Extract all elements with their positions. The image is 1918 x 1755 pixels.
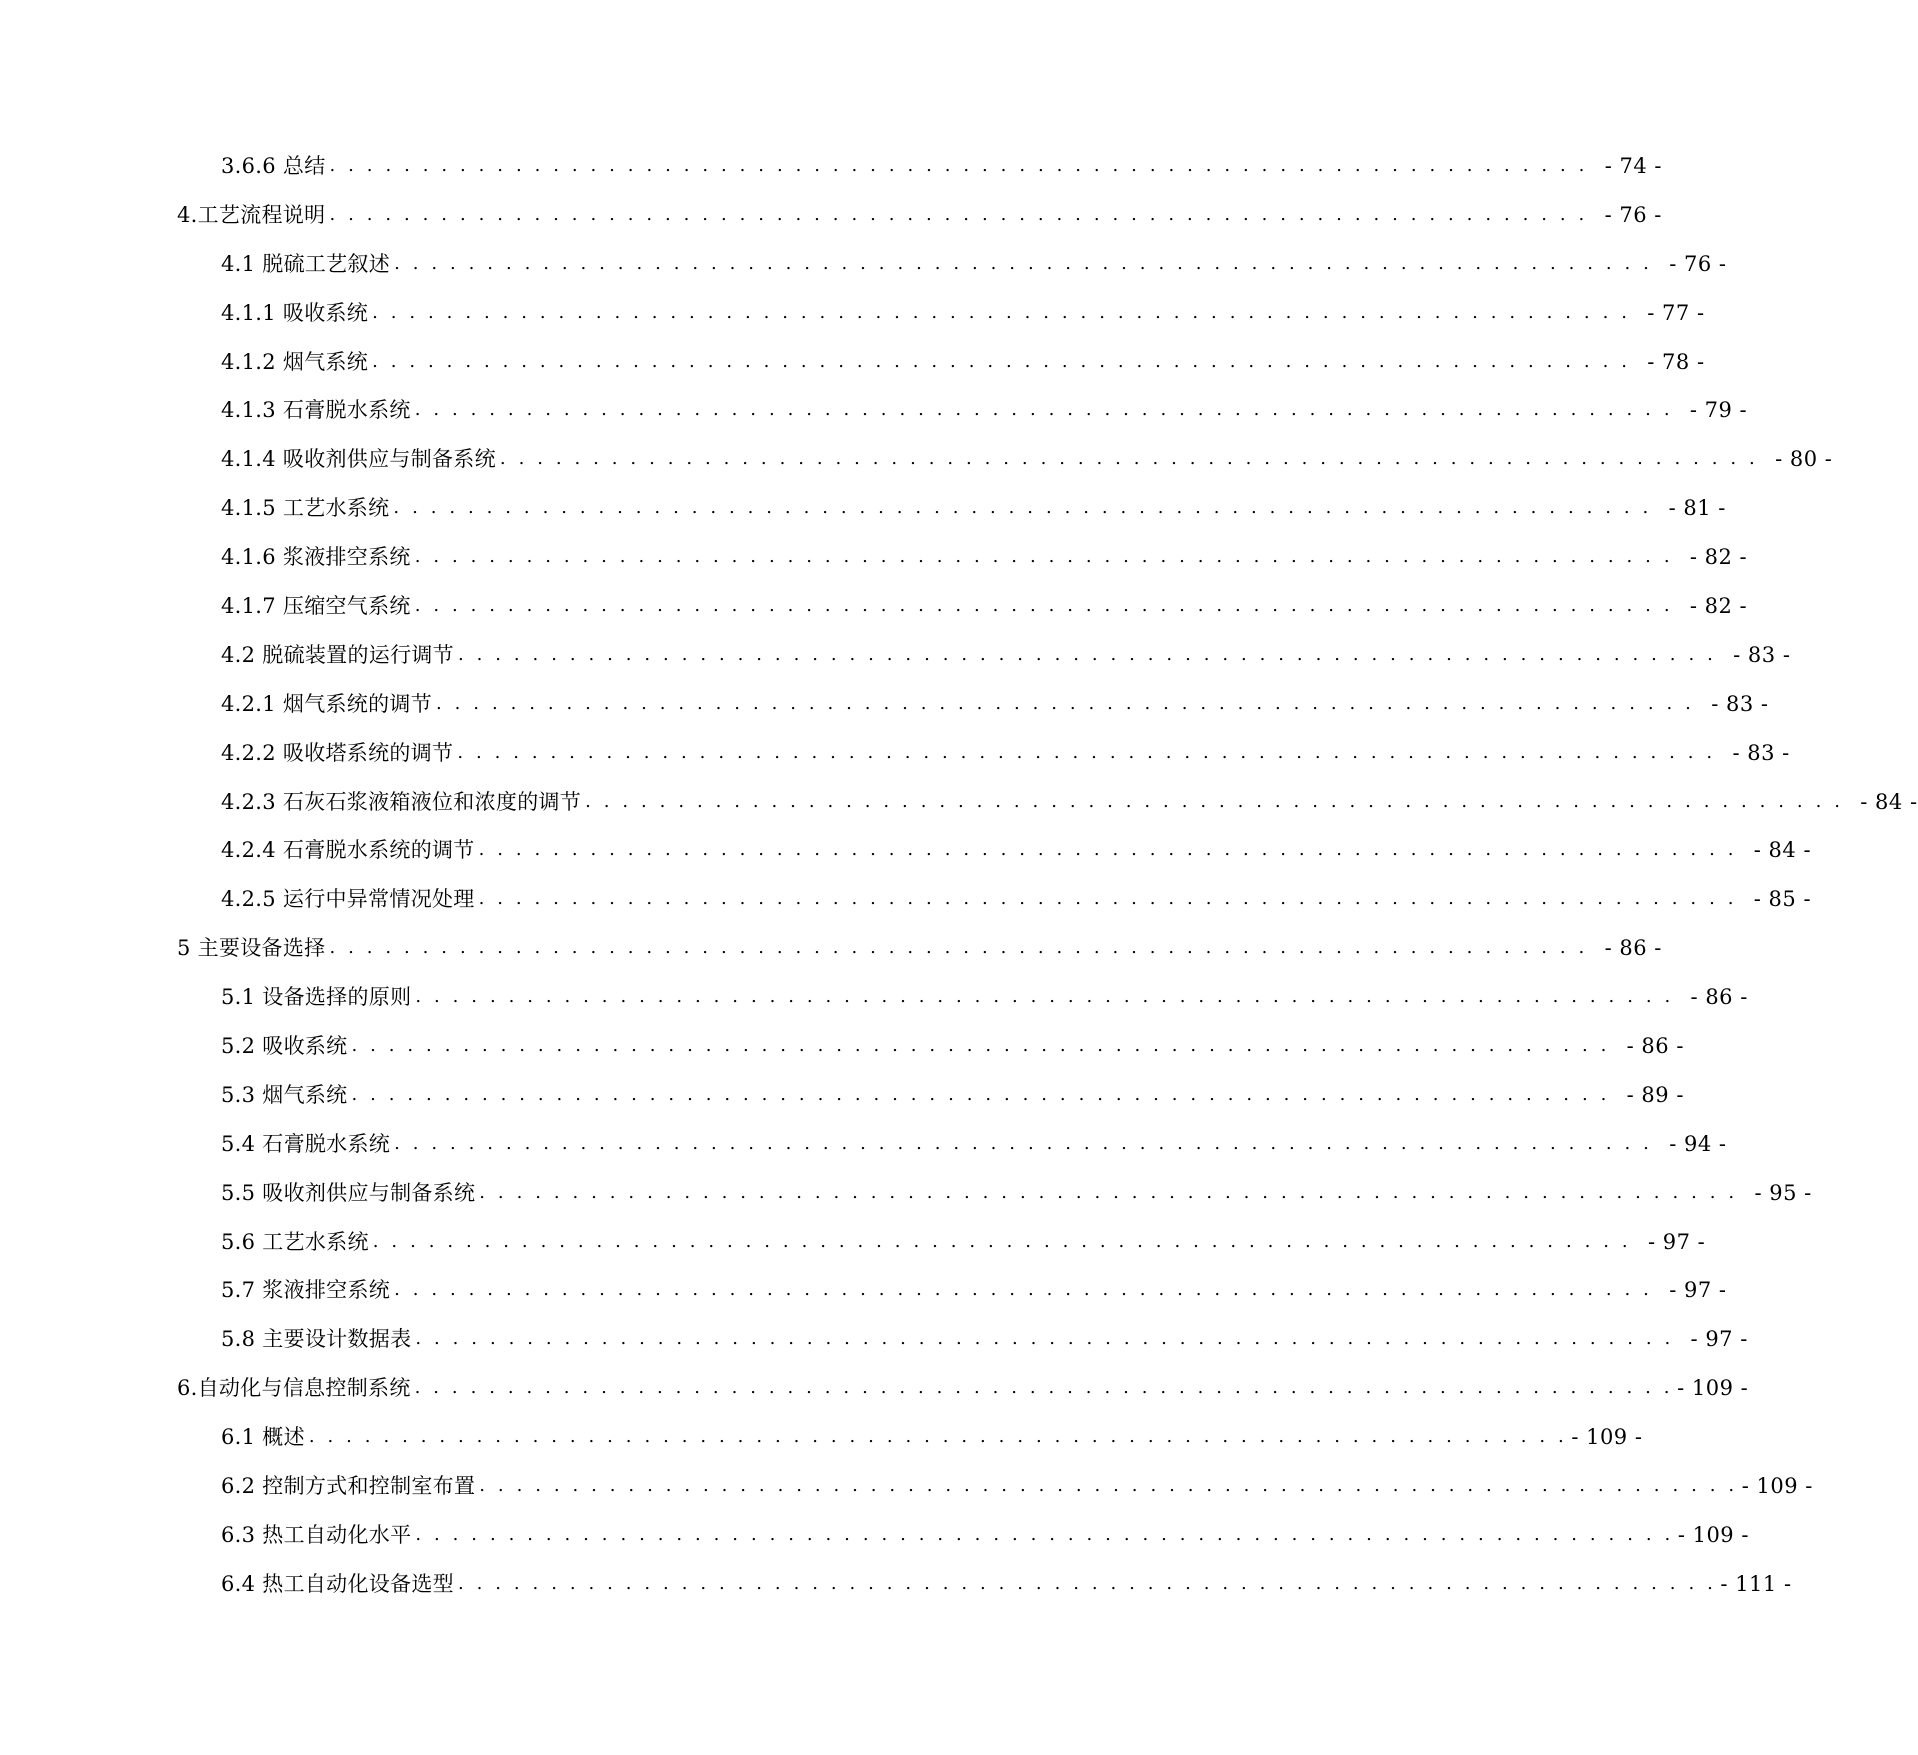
toc-entry-page: - 94 - [1669,1131,1727,1156]
toc-entry-page: - 109 - [1677,1376,1749,1401]
toc-entry-page: - 83 - [1733,642,1791,667]
toc-entry-title: 4.1.7 压缩空气系统 [221,594,411,619]
toc-dot-leader: . . . . . . . . . . . . . . . . . . . . . . . . . . . . . . . . . . . . . . . . . . . . . . . . . . . . . . . . . . . . . . . . . . . . [479,1181,1738,1203]
toc-entry-title: 4.1.1 吸收系统 [221,300,369,325]
toc-entry[interactable] [0,435,1833,484]
toc-entry[interactable] [0,1022,1684,1071]
toc-entry-title: 6.4 热工自动化设备选型 [221,1571,454,1596]
toc-entry-page: - 83 - [1732,740,1790,765]
toc-entry-title: 5.1 设备选择的原则 [221,985,412,1010]
toc-entry-title: 4.2.3 石灰石浆液箱液位和浓度的调节 [221,789,582,814]
toc-dot-leader: . . . . . . . . . . . . . . . . . . . . . . . . . . . . . . . . . . . . . . . . . . . . . . . . . . . . . . . . . . . . . . . . . . . . [329,155,1588,176]
toc-entry-page: - 97 - [1690,1327,1748,1352]
toc-entry-page: - 109 - [1571,1425,1643,1450]
toc-entry-page: - 74 - [1604,154,1662,178]
toc-dot-leader: . . . . . . . . . . . . . . . . . . . . . . . . . . . . . . . . . . . . . . . . . . . . . . . . . . . . . . . . . . . . . . . . . . . . [394,1132,1653,1154]
toc-entry-page: - 111 - [1720,1571,1792,1596]
toc-entry-page: - 97 - [1647,1229,1706,1254]
toc-entry-title: 5.4 石膏脱水系统 [221,1131,391,1156]
toc-dot-leader: . . . . . . . . . . . . . . . . . . . . . . . . . . . . . . . . . . . . . . . . . . . . . . . . . . . . . . . . . . . . . . . . . . . . [394,1279,1653,1301]
toc-entry-title: 4.2.2 吸收塔系统的调节 [221,740,454,765]
toc-entry-page: - 86 - [1690,985,1748,1010]
toc-entry[interactable] [0,1315,1748,1364]
toc-dot-leader: . . . . . . . . . . . . . . . . . . . . . . . . . . . . . . . . . . . . . . . . . . . . . . . . . . . . . . . . . . . . . . . . . . . . [393,497,1652,519]
toc-dot-leader: . . . . . . . . . . . . . . . . . . . . . . . . . . . . . . . . . . . . . . . . . . . . . . . . . . . . . . . . . . . . . . . . . . . . [414,399,1674,421]
toc-dot-leader: . . . . . . . . . . . . . . . . . . . . . . . . . . . . . . . . . . . . . . . . . . . . . . . . . . . . . . . . . . . . . . . . . . . . [499,448,1759,470]
toc-entry-title: 6.3 热工自动化水平 [221,1522,412,1547]
toc-entry-page: - 77 - [1647,300,1705,325]
toc-entry-page: - 83 - [1711,691,1769,716]
toc-entry[interactable] [0,680,1769,729]
toc-dot-leader: . . . . . . . . . . . . . . . . . . . . . . . . . . . . . . . . . . . . . . . . . . . . . . . . . . . . . . . . . . . . . . . . . . . . [329,937,1588,959]
toc-entry-page: - 97 - [1669,1278,1727,1303]
table-of-contents [0,142,1918,1609]
toc-entry[interactable] [0,778,1918,827]
toc-dot-leader: . . . . . . . . . . . . . . . . . . . . . . . . . . . . . . . . . . . . . . . . . . . . . . . . . . . . . . . . . . . . . . . . . . . . [372,350,1631,372]
toc-dot-leader: . . . . . . . . . . . . . . . . . . . . . . . . . . . . . . . . . . . . . . . . . . . . . . . . . . . . . . . . . . . . . . . . . . . . [394,252,1653,274]
toc-entry[interactable] [0,973,1748,1022]
toc-entry[interactable] [0,191,1662,240]
toc-entry[interactable] [0,1169,1812,1218]
toc-entry[interactable] [0,924,1662,973]
toc-dot-leader: . . . . . . . . . . . . . . . . . . . . . . . . . . . . . . . . . . . . . . . . . . . . . . . . . . . . . . . . . . . . . . . . . . . . [415,986,1674,1008]
toc-dot-leader: . . . . . . . . . . . . . . . . . . . . . . . . . . . . . . . . . . . . . . . . . . . . . . . . . . . . . . . . . . . . . . . . . . . . [372,1230,1632,1252]
toc-entry-title: 5.3 烟气系统 [221,1082,348,1107]
toc-dot-leader: . . . . . . . . . . . . . . . . . . . . . . . . . . . . . . . . . . . . . . . . . . . . . . . . . . . . . . . . . . . . . . . . . . . . [457,741,1716,763]
toc-entry-page: - 95 - [1754,1180,1812,1205]
toc-dot-leader: . . . . . . . . . . . . . . . . . . . . . . . . . . . . . . . . . . . . . . . . . . . . . . . . . . . . . . . . . . . . . . . . . . . . [414,595,1674,617]
toc-dot-leader: . . . . . . . . . . . . . . . . . . . . . . . . . . . . . . . . . . . . . . . . . . . . . . . . . . . . . . . . . . . . . . . . . . . . [457,1572,1717,1594]
toc-dot-leader: . . . . . . . . . . . . . . . . . . . . . . . . . . . . . . . . . . . . . . . . . . . . . . . . . . . . . . . . . . . . . . . . . . . . [372,301,1631,323]
toc-entry-page: - 86 - [1604,936,1662,961]
toc-dot-leader: . . . . . . . . . . . . . . . . . . . . . . . . . . . . . . . . . . . . . . . . . . . . . . . . . . . . . . . . . . . . . . . . . . . . [415,1523,1674,1545]
toc-entry-page: - 78 - [1647,349,1705,374]
toc-entry-title: 4.工艺流程说明 [177,202,326,227]
toc-entry-title: 5.7 浆液排空系统 [221,1278,391,1303]
toc-entry[interactable] [0,631,1791,680]
toc-dot-leader: . . . . . . . . . . . . . . . . . . . . . . . . . . . . . . . . . . . . . . . . . . . . . . . . . . . . . . . . . . . . . . . . . . . . [415,1328,1674,1350]
toc-entry[interactable] [0,1511,1749,1560]
toc-dot-leader: . . . . . . . . . . . . . . . . . . . . . . . . . . . . . . . . . . . . . . . . . . . . . . . . . . . . . . . . . . . . . . . . . . . . [329,203,1588,225]
toc-entry[interactable] [0,533,1748,582]
toc-entry[interactable] [0,1266,1727,1315]
toc-entry[interactable] [0,1120,1727,1169]
toc-entry[interactable] [0,1364,1749,1413]
toc-entry-title: 4.1.3 石膏脱水系统 [221,398,411,423]
toc-entry-title: 5.8 主要设计数据表 [221,1327,412,1352]
toc-entry-page: - 82 - [1689,545,1748,570]
toc-entry-page: - 109 - [1677,1522,1749,1547]
toc-entry[interactable] [0,338,1705,387]
toc-entry-title: 4.2.5 运行中异常情况处理 [221,887,475,912]
toc-entry[interactable] [0,1071,1684,1120]
toc-dot-leader: . . . . . . . . . . . . . . . . . . . . . . . . . . . . . . . . . . . . . . . . . . . . . . . . . . . . . . . . . . . . . . . . . . . . [351,1083,1610,1105]
toc-entry-title: 4.2.4 石膏脱水系统的调节 [221,838,475,863]
toc-entry-title: 5.6 工艺水系统 [221,1229,369,1254]
toc-entry[interactable] [0,1462,1813,1511]
toc-entry-page: - 76 - [1604,202,1662,227]
toc-entry-page: - 76 - [1669,251,1727,276]
toc-entry-page: - 80 - [1775,447,1833,472]
toc-dot-leader: . . . . . . . . . . . . . . . . . . . . . . . . . . . . . . . . . . . . . . . . . . . . . . . . . . . . . . . . . . . . . . . . . . . . [414,546,1674,568]
toc-entry-page: - 81 - [1668,496,1726,521]
toc-entry-title: 4.1.2 烟气系统 [221,349,369,374]
toc-entry-title: 6.2 控制方式和控制室布置 [221,1474,476,1499]
toc-entry-title: 6.自动化与信息控制系统 [177,1376,411,1401]
toc-entry[interactable] [0,240,1727,289]
toc-entry-page: - 89 - [1626,1082,1684,1107]
toc-entry-title: 4.2 脱硫装置的运行调节 [221,642,454,667]
toc-entry[interactable] [0,729,1790,778]
toc-entry-title: 4.1 脱硫工艺叙述 [221,251,391,276]
toc-entry-page: - 84 - [1860,789,1918,814]
toc-dot-leader: . . . . . . . . . . . . . . . . . . . . . . . . . . . . . . . . . . . . . . . . . . . . . . . . . . . . . . . . . . . . . . . . . . . . [478,888,1738,910]
toc-dot-leader: . . . . . . . . . . . . . . . . . . . . . . . . . . . . . . . . . . . . . . . . . . . . . . . . . . . . . . . . . . . . . . . . . . . . [479,1475,1738,1497]
toc-entry[interactable] [0,1413,1643,1462]
toc-dot-leader: . . . . . . . . . . . . . . . . . . . . . . . . . . . . . . . . . . . . . . . . . . . . . . . . . . . . . . . . . . . . . . . . . . . . [585,790,1844,812]
toc-entry-page: - 86 - [1626,1034,1684,1059]
toc-entry[interactable] [0,826,1812,875]
toc-entry-page: - 84 - [1753,838,1812,863]
toc-entry-title: 4.2.1 烟气系统的调节 [221,691,433,716]
toc-entry-page: - 79 - [1689,398,1748,423]
toc-entry-title: 4.1.5 工艺水系统 [221,496,390,521]
toc-dot-leader: . . . . . . . . . . . . . . . . . . . . . . . . . . . . . . . . . . . . . . . . . . . . . . . . . . . . . . . . . . . . . . . . . . . . [351,1035,1610,1057]
toc-entry-page: - 85 - [1753,887,1812,912]
toc-entry[interactable] [0,484,1726,533]
toc-entry-page: - 109 - [1741,1474,1813,1499]
toc-entry[interactable] [0,1560,1792,1609]
toc-entry-title: 6.1 概述 [221,1425,305,1450]
toc-entry-title: 4.1.6 浆液排空系统 [221,545,411,570]
toc-dot-leader: . . . . . . . . . . . . . . . . . . . . . . . . . . . . . . . . . . . . . . . . . . . . . . . . . . . . . . . . . . . . . . . . . . . . [436,692,1695,714]
toc-dot-leader: . . . . . . . . . . . . . . . . . . . . . . . . . . . . . . . . . . . . . . . . . . . . . . . . . . . . . . . . . . . . . . . . . . . . [478,839,1738,861]
toc-entry-title: 4.1.4 吸收剂供应与制备系统 [221,447,496,472]
toc-dot-leader: . . . . . . . . . . . . . . . . . . . . . . . . . . . . . . . . . . . . . . . . . . . . . . . . . . . . . . . . . . . . . . . . . . . . [414,1377,1674,1399]
toc-entry-title: 5.5 吸收剂供应与制备系统 [221,1180,476,1205]
toc-entry[interactable] [0,289,1705,338]
toc-entry-title: 3.6.6 总结 [221,154,326,178]
toc-entry-title: 5.2 吸收系统 [221,1034,348,1059]
toc-entry[interactable] [0,142,1662,191]
toc-entry[interactable] [0,1218,1706,1267]
toc-dot-leader: . . . . . . . . . . . . . . . . . . . . . . . . . . . . . . . . . . . . . . . . . . . . . . . . . . . . . . . . . . . . . . . . . . . . [457,643,1717,665]
toc-entry-page: - 82 - [1689,594,1748,619]
toc-entry[interactable] [0,386,1748,435]
toc-dot-leader: . . . . . . . . . . . . . . . . . . . . . . . . . . . . . . . . . . . . . . . . . . . . . . . . . . . . . . . . . . . . . . . . . . . . [308,1426,1568,1448]
toc-entry-title: 5 主要设备选择 [177,936,326,961]
toc-entry[interactable] [0,582,1748,631]
toc-entry[interactable] [0,875,1812,924]
